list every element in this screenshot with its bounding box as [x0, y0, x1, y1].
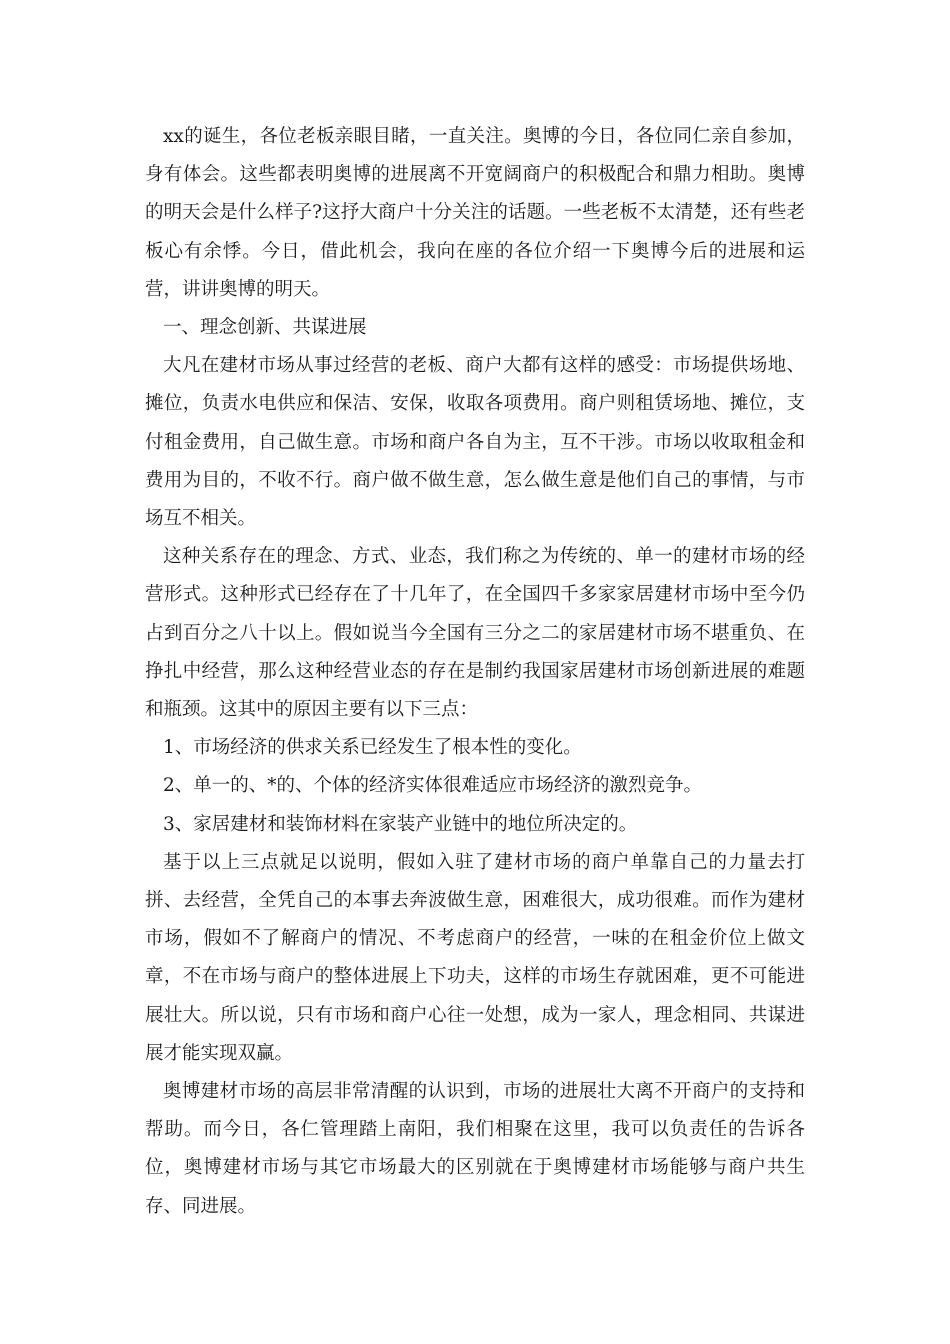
list-item-1: 1、市场经济的供求关系已经发生了根本性的变化。	[163, 737, 582, 759]
paragraph-traditional-form: 这种关系存在的理念、方式、业态，我们称之为传统的、单一的建材市场的经营形式。这种形式已经存在了十几年了，在全国四千多家家居建材市场中至今仍占到百分之八十以上。假如说当今全国有三分之二的家居建材市场不堪重负、在挣扎中经营，那么这种经营业态的存在是制约我国家居建材市场创新进展的难题和瓶颈。这其中的原因主要有以下三点：	[145, 546, 805, 721]
paragraph-aobo-commitment: 奥博建材市场的高层非常清醒的认识到，市场的进展壮大离不开商户的支持和帮助。而今日，各仁管理踏上南阳，我们相聚在这里，我可以负责任的告诉各位，奥博建材市场与其它市场最大的区别就在于奥博建材市场能够与商户共生存、同进展。	[145, 1081, 805, 1217]
document-body	[145, 118, 805, 1226]
paragraph-traditional-experience: 大凡在建材市场从事过经营的老板、商户大都有这样的感受：市场提供场地、摊位，负责水电供应和保洁、安保，收取各项费用。商户则租赁场地、摊位，支付租金费用，自己做生意。市场和商户各自为主，互不干涉。市场以收取租金和费用为目的，不收不行。商户做不做生意，怎么做生意是他们自己的事情，与市场互不相关。	[145, 355, 805, 530]
list-item-3: 3、家居建材和装饰材料在家装产业链中的地位所决定的。	[163, 813, 638, 835]
paragraph-conclusion: 基于以上三点就足以说明，假如入驻了建材市场的商户单靠自己的力量去打拼、去经营，全凭自己的本事去奔波做生意，困难很大，成功很难。而作为建材市场，假如不了解商户的情况、不考虑商户的经营，一味的在租金价位上做文章，不在市场与商户的整体进展上下功夫，这样的市场生存就困难，更不可能进展壮大。所以说，只有市场和商户心往一处想，成为一家人，理念相同、共谋进展才能实现双赢。	[145, 851, 805, 1064]
section-heading: 一、理念创新、共谋进展	[163, 317, 367, 339]
paragraph-intro: xx的诞生，各位老板亲眼目睹，一直关注。奥博的今日，各位同仁亲自参加，身有体会。这些都表明奥博的进展离不开宽阔商户的积极配合和鼎力相助。奥博的明天会是什么样子?这抒大商户十分关注的话题。一些老板不太清楚，还有些老板心有余悸。今日，借此机会，我向在座的各位介绍一下奥博今后的进展和运营，讲讲奥博的明天。	[145, 126, 805, 300]
list-item-2: 2、单一的、*的、个体的经济实体很难适应市场经济的激烈竞争。	[163, 775, 703, 797]
